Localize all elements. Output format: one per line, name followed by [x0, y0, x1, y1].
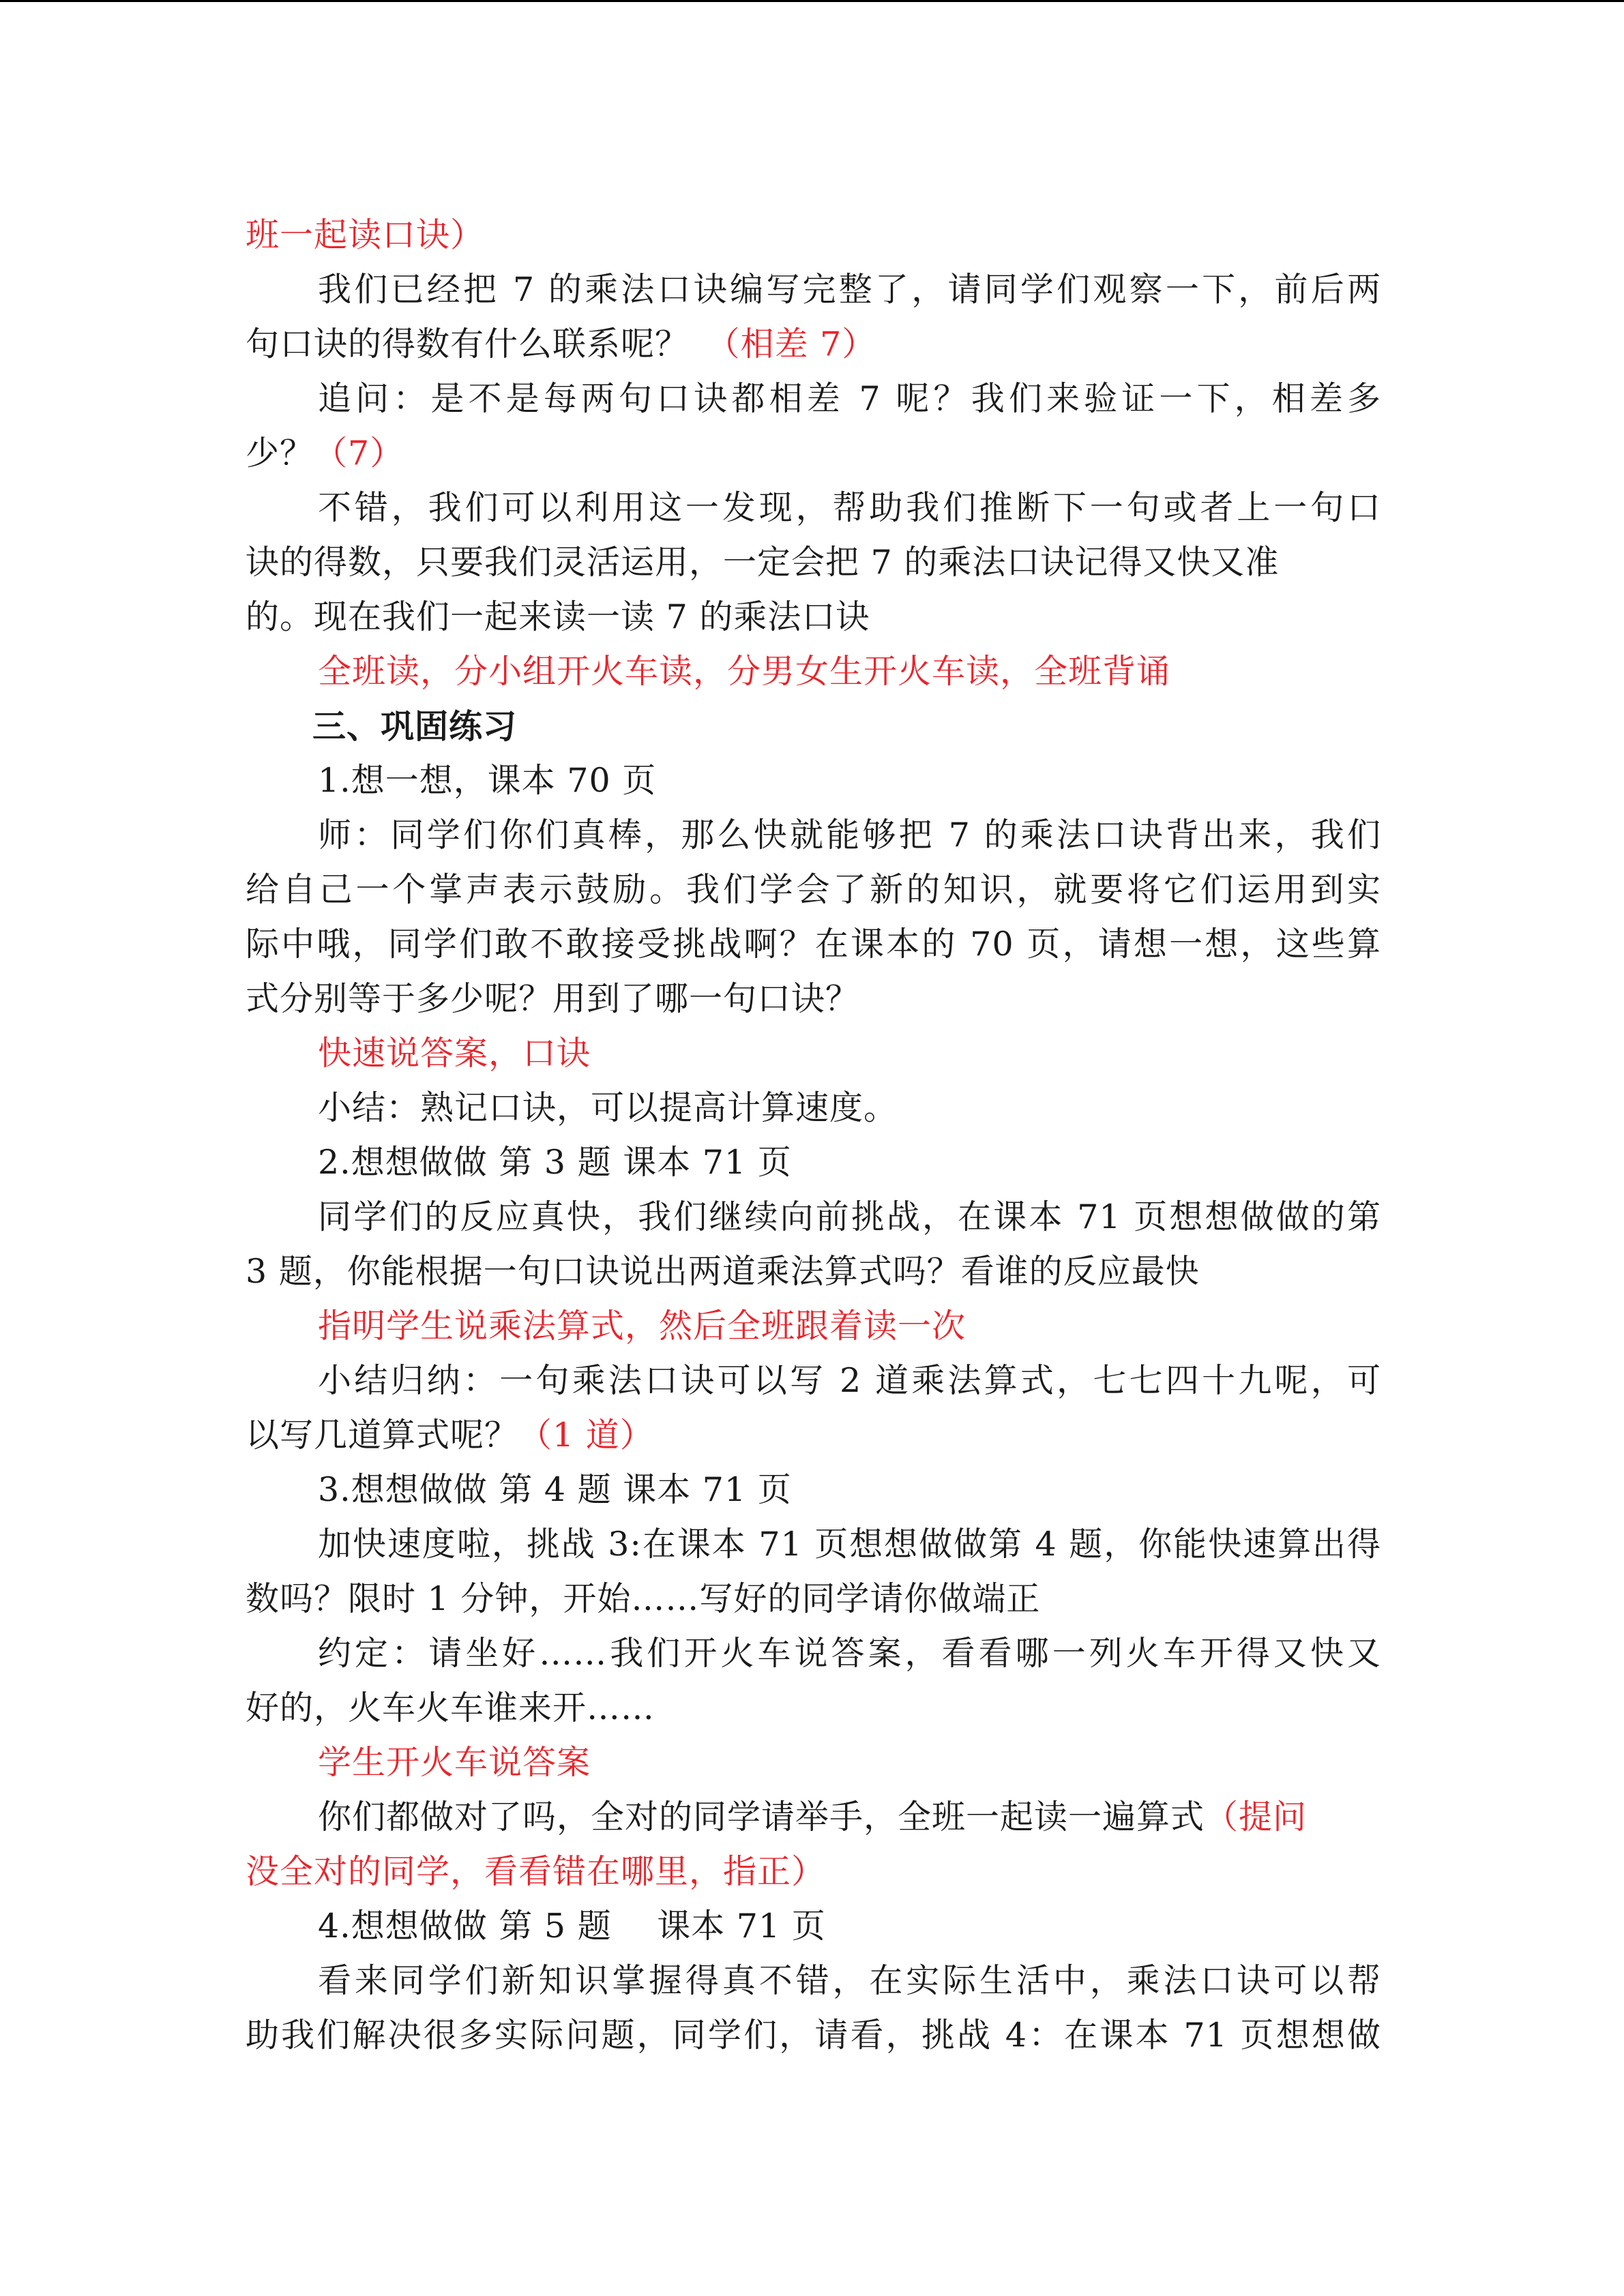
- highlight-text: 班一起读口诀）: [246, 215, 485, 254]
- highlight-answer: （提问: [1205, 1798, 1308, 1836]
- line-text: 数吗？限时 1 分钟，开始……写好的同学请你做端正: [246, 1579, 1041, 1618]
- text-line: [246, 426, 1381, 481]
- text-line: [246, 1299, 1381, 1354]
- line-text: 约定：请坐好……我们开火车说答案，看看哪一列火车开得又快又: [318, 1634, 1381, 1673]
- document-page: [246, 208, 1381, 2063]
- line-text: 4.想想做做 第 5 题 课本 71 页: [318, 1907, 826, 1945]
- text-line: [246, 972, 1381, 1026]
- text-line: [246, 2008, 1381, 2063]
- line-text: 的。现在我们一起来读一读 7 的乘法口诀: [246, 597, 870, 636]
- section-heading: [246, 699, 1381, 754]
- text-line: [246, 1190, 1381, 1244]
- text-line: [246, 1135, 1381, 1190]
- line-text: 三、巩固练习: [312, 706, 518, 746]
- line-text: 好的，火车火车谁来开……: [246, 1688, 655, 1727]
- text-line: [246, 808, 1381, 863]
- text-line: [246, 263, 1381, 317]
- text-line: [246, 1572, 1381, 1626]
- line-text: 同学们的反应真快，我们继续向前挑战，在课本 71 页想想做做的第: [318, 1197, 1381, 1236]
- text-line: [246, 317, 1381, 372]
- text-line: [246, 1463, 1381, 1517]
- text-line: [246, 1244, 1381, 1299]
- highlight-text: 指明学生说乘法算式，然后全班跟着读一次: [318, 1307, 966, 1345]
- highlight-text: 学生开火车说答案: [318, 1743, 591, 1782]
- text-line: [246, 1026, 1381, 1081]
- text-line: [246, 754, 1381, 808]
- text-line: [246, 1954, 1381, 2008]
- line-text: 2.想想做做 第 3 题 课本 71 页: [318, 1143, 792, 1182]
- highlight-text: 没全对的同学，看看错在哪里，指正）: [246, 1852, 826, 1891]
- line-text: 3 题，你能根据一句口诀说出两道乘法算式吗？看谁的反应最快: [246, 1252, 1200, 1291]
- line-text: 3.想想做做 第 4 题 课本 71 页: [318, 1470, 792, 1509]
- text-line: [246, 481, 1381, 535]
- line-text: 追问：是不是每两句口诀都相差 7 呢？我们来验证一下，相差多: [318, 379, 1381, 418]
- text-line: [246, 208, 1381, 263]
- highlight-answer: （7）: [314, 434, 404, 473]
- text-line: [246, 1790, 1381, 1845]
- text-line: [246, 1845, 1381, 1899]
- line-text: 助我们解决很多实际问题，同学们，请看，挑战 4：在课本 71 页想想做: [246, 2016, 1381, 2055]
- highlight-answer: （1 道）: [518, 1416, 654, 1455]
- line-text: 少？: [246, 434, 314, 473]
- line-text: 1.想一想，课本 70 页: [318, 761, 657, 800]
- text-line: [246, 917, 1381, 972]
- line-text: 师：同学们你们真棒，那么快就能够把 7 的乘法口诀背出来，我们: [318, 816, 1381, 854]
- line-text: 看来同学们新知识掌握得真不错，在实际生活中，乘法口诀可以帮: [318, 1961, 1381, 2000]
- text-line: [246, 372, 1381, 426]
- text-line: [246, 1081, 1381, 1135]
- line-text: 际中哦，同学们敢不敢接受挑战啊？在课本的 70 页，请想一想，这些算: [246, 925, 1381, 964]
- line-text: 给自己一个掌声表示鼓励。我们学会了新的知识，就要将它们运用到实: [246, 870, 1381, 909]
- line-text: 我们已经把 7 的乘法口诀编写完整了，请同学们观察一下，前后两: [318, 270, 1381, 309]
- text-line: [246, 1681, 1381, 1735]
- page-top-border: [0, 0, 1624, 2]
- line-text: 加快速度啦，挑战 3:在课本 71 页想想做做第 4 题，你能快速算出得: [318, 1525, 1381, 1564]
- line-text: 小结归纳：一句乘法口诀可以写 2 道乘法算式，七七四十九呢，可: [318, 1361, 1381, 1400]
- line-text: 小结：熟记口诀，可以提高计算速度。: [318, 1088, 898, 1127]
- highlight-text: 全班读，分小组开火车读，分男女生开火车读，全班背诵: [318, 652, 1171, 691]
- text-line: [246, 1735, 1381, 1790]
- text-line: [246, 590, 1381, 644]
- text-line: [246, 1354, 1381, 1408]
- line-text: 以写几道算式呢？: [246, 1416, 519, 1455]
- text-line: [246, 1899, 1381, 1954]
- line-text: 句口诀的得数有什么联系呢？: [246, 325, 690, 363]
- text-line: [246, 644, 1381, 699]
- line-text: 式分别等于多少呢？用到了哪一句口诀？: [246, 979, 860, 1018]
- text-line: [246, 1626, 1381, 1681]
- highlight-answer: （相差 7）: [689, 325, 876, 363]
- text-line: [246, 863, 1381, 917]
- text-line: [246, 1408, 1381, 1463]
- highlight-text: 快速说答案，口诀: [318, 1034, 591, 1073]
- text-line: [246, 535, 1381, 590]
- text-line: [246, 1517, 1381, 1572]
- line-text: 诀的得数，只要我们灵活运用，一定会把 7 的乘法口诀记得又快又准: [246, 543, 1280, 582]
- line-text: 你们都做对了吗，全对的同学请举手，全班一起读一遍算式: [318, 1798, 1205, 1836]
- line-text: 不错，我们可以利用这一发现，帮助我们推断下一句或者上一句口: [318, 488, 1381, 527]
